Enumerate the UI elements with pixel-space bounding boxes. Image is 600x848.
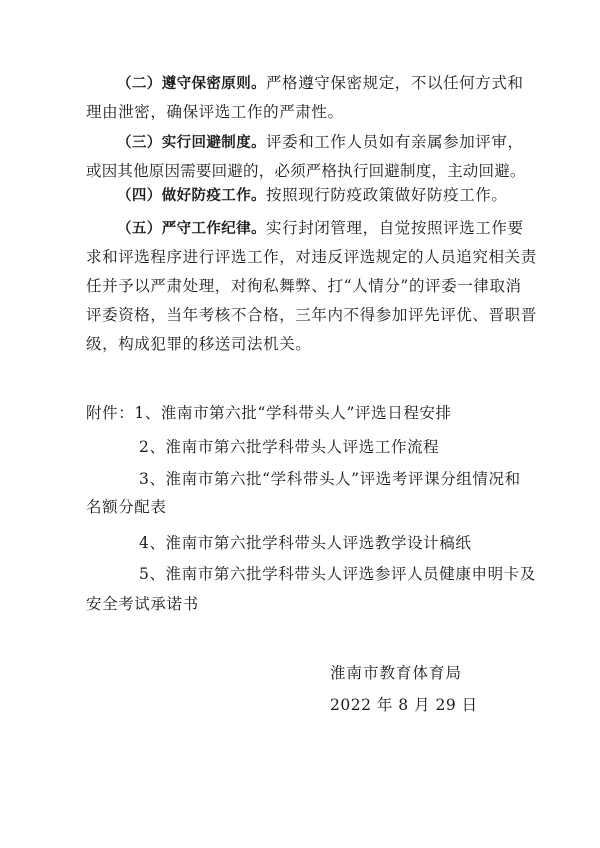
section-4-text: 按照现行防疫政策做好防疫工作。 <box>266 186 508 204</box>
section-5-heading: （五）严守工作纪律。 <box>117 221 266 237</box>
attachment-item-3-line-1: 3、淮南市第六批“学科带头人”评选考评课分组情况和 <box>139 470 521 488</box>
attachment-item-1-line <box>86 402 452 424</box>
section-5-line-1 <box>117 217 524 240</box>
section-2-line-1 <box>117 72 524 95</box>
section-3-heading: （三）实行回避制度。 <box>117 135 266 151</box>
section-2-text: 严格遵守保密规定，不以任何方式和 <box>266 74 524 92</box>
attachment-item-5-line-1: 5、淮南市第六批学科带头人评选参评人员健康申明卡及 <box>139 565 536 583</box>
section-5-line-3: 任并予以严肃处理，对徇私舞弊、打“人情分”的评委一律取消 <box>86 277 522 295</box>
section-3-line-1 <box>117 131 524 154</box>
attachment-item-1: 1、淮南市第六批“学科带头人”评选日程安排 <box>134 404 452 422</box>
section-2-line-2: 理由泄密，确保评选工作的严肃性。 <box>86 103 344 121</box>
section-4-line-1 <box>117 184 508 207</box>
attachment-item-4: 4、淮南市第六批学科带头人评选教学设计稿纸 <box>139 534 472 552</box>
section-5-text: 实行封闭管理，自觉按照评选工作要 <box>266 219 524 237</box>
attachment-item-2: 2、淮南市第六批学科带头人评选工作流程 <box>139 438 440 456</box>
section-3-text: 评委和工作人员如有亲属参加评审， <box>266 133 524 151</box>
section-2-heading: （二）遵守保密原则。 <box>117 76 266 92</box>
attachment-item-3-line-2: 名额分配表 <box>86 498 167 516</box>
signature-date: 2022 年 8 月 29 日 <box>330 696 478 714</box>
section-3-line-2: 或因其他原因需要回避的，必须严格执行回避制度，主动回避。 <box>86 162 526 180</box>
attachment-item-5-line-2: 安全考试承诺书 <box>86 595 199 613</box>
section-5-line-5: 级，构成犯罪的移送司法机关。 <box>86 335 312 353</box>
signature-org: 淮南市教育体育局 <box>330 664 463 682</box>
section-5-line-4: 评委资格，当年考核不合格，三年内不得参加评先评优、晋职晋 <box>86 306 537 324</box>
section-4-heading: （四）做好防疫工作。 <box>117 188 266 204</box>
section-5-line-2: 求和评选程序进行评选工作，对违反评选规定的人员追究相关责 <box>86 248 537 266</box>
attachments-label: 附件： <box>86 404 135 422</box>
